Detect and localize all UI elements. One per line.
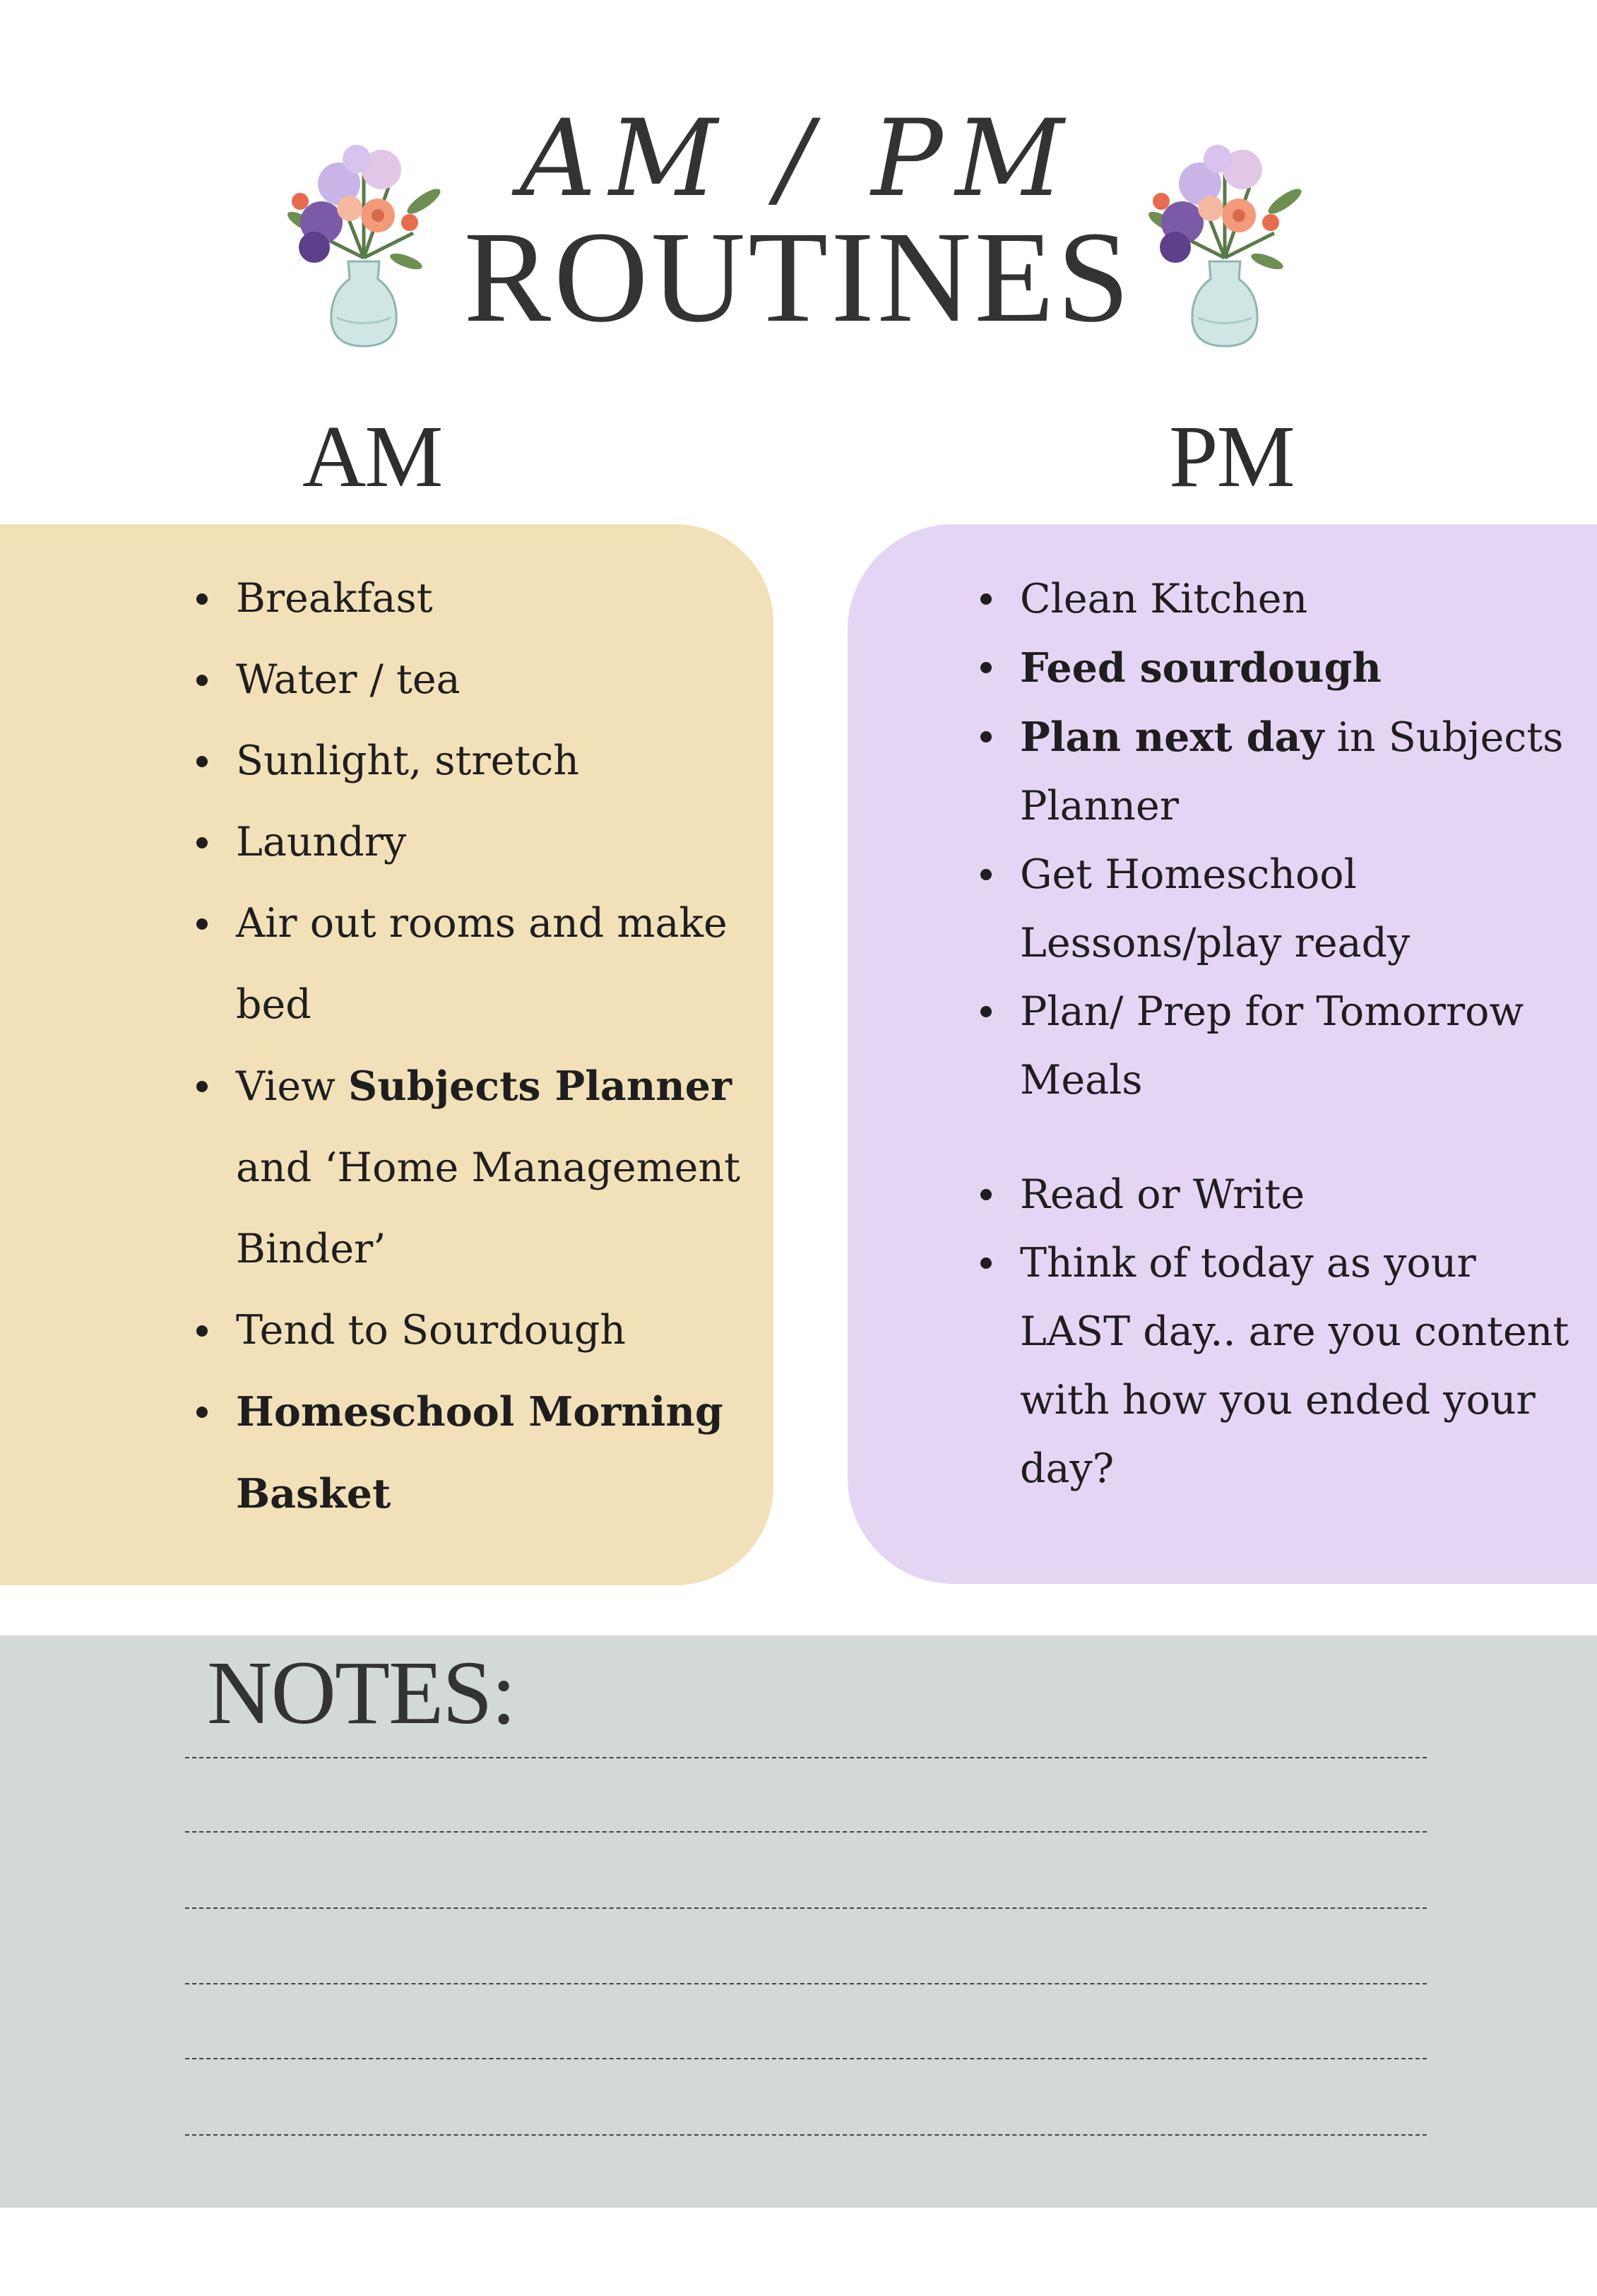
pm-item-text: Plan next day xyxy=(1020,714,1324,761)
am-item-text: View xyxy=(236,1063,349,1110)
pm-item-text: Think of today as your LAST day.. are you content with how you ended your day? xyxy=(1020,1240,1569,1492)
flower-bouquet-vase-icon xyxy=(272,117,456,350)
pm-list-item xyxy=(975,1161,1582,1229)
am-list-item xyxy=(191,883,742,1046)
am-item-text: Laundry xyxy=(236,819,407,865)
notes-line[interactable] xyxy=(185,1983,1427,1984)
am-item-text: and ‘Home Management Binder’ xyxy=(236,1144,741,1272)
pm-list-item xyxy=(975,1229,1582,1503)
am-heading: AM xyxy=(302,408,442,506)
pm-list-item xyxy=(975,841,1582,978)
am-list-item xyxy=(191,639,742,721)
notes-line[interactable] xyxy=(185,1907,1427,1909)
pm-item-text: Read or Write xyxy=(1020,1171,1305,1218)
pm-list-item xyxy=(975,703,1582,841)
notes-line[interactable] xyxy=(185,2058,1427,2059)
am-list-item xyxy=(191,1371,742,1535)
pm-list-item xyxy=(975,978,1582,1115)
pm-list-item xyxy=(975,565,1582,634)
pm-item-text: Clean Kitchen xyxy=(1020,576,1308,622)
am-list-item xyxy=(191,721,742,802)
am-item-text: Water / tea xyxy=(236,656,461,703)
pm-item-text: in Subjects Planner xyxy=(1020,714,1564,829)
page-title: ROUTINES xyxy=(463,205,1133,350)
am-routine-list xyxy=(191,558,742,1535)
am-item-text: Homeschool Morning Basket xyxy=(236,1388,723,1517)
pm-item-text: Get Homeschool Lessons/play ready xyxy=(1020,851,1411,966)
pm-item-text: Plan/ Prep for Tomorrow Meals xyxy=(1020,988,1524,1103)
notes-line[interactable] xyxy=(185,1831,1427,1833)
am-list-item xyxy=(191,1046,742,1290)
am-item-text: Breakfast xyxy=(236,575,433,622)
am-list-item xyxy=(191,802,742,883)
notes-line[interactable] xyxy=(185,1757,1427,1758)
am-item-text: Sunlight, stretch xyxy=(236,738,579,784)
am-item-text: Subjects Planner xyxy=(348,1063,732,1110)
am-item-text: Air out rooms and make bed xyxy=(236,900,728,1028)
flower-bouquet-vase-icon xyxy=(1133,117,1317,350)
am-list-item xyxy=(191,1290,742,1371)
notes-line[interactable] xyxy=(185,2134,1427,2136)
am-list-item xyxy=(191,558,742,639)
title-script: AM / PM xyxy=(519,97,1077,220)
notes-title: NOTES: xyxy=(207,1643,515,1743)
pm-routine-list xyxy=(975,565,1582,1503)
pm-heading: PM xyxy=(1169,408,1294,506)
pm-list-item xyxy=(975,634,1582,703)
pm-item-text: Feed sourdough xyxy=(1020,644,1382,692)
am-item-text: Tend to Sourdough xyxy=(236,1307,627,1354)
